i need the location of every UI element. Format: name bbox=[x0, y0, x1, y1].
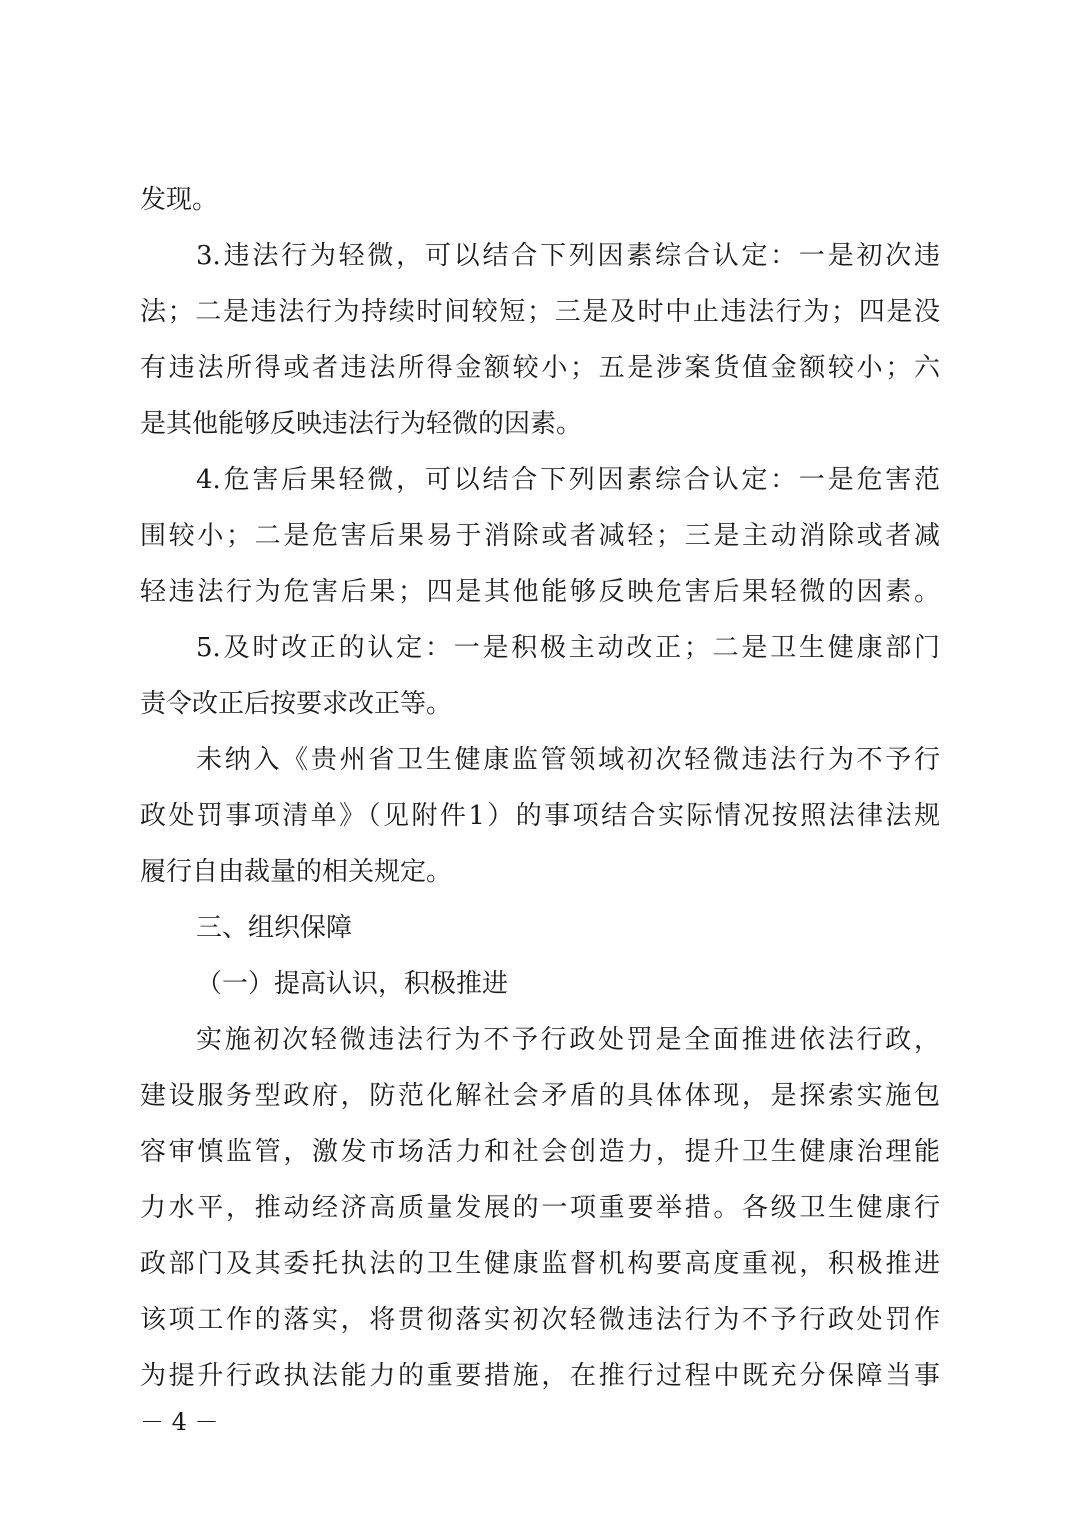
text-line: 建设服务型政府，防范化解社会矛盾的具体体现，是探索实施包 bbox=[140, 1081, 940, 1111]
text-line: 有违法所得或者违法所得金额较小；五是涉案货值金额较小；六 bbox=[140, 353, 940, 383]
text-line: 容审慎监管，激发市场活力和社会创造力，提升卫生健康治理能 bbox=[140, 1137, 940, 1167]
text-line: 力水平，推动经济高质量发展的一项重要举措。各级卫生健康行 bbox=[140, 1193, 940, 1223]
text-line: 围较小；二是危害后果易于消除或者减轻；三是主动消除或者减 bbox=[140, 521, 940, 551]
text-line: 该项工作的落实，将贯彻落实初次轻微违法行为不予行政处罚作 bbox=[140, 1305, 940, 1335]
text-line: 政部门及其委托执法的卫生健康监督机构要高度重视，积极推进 bbox=[140, 1249, 940, 1279]
text-line: 法；二是违法行为持续时间较短；三是及时中止违法行为；四是没 bbox=[140, 297, 940, 327]
text-line: 3.违法行为轻微，可以结合下列因素综合认定：一是初次违 bbox=[196, 241, 940, 271]
text-line: 轻违法行为危害后果；四是其他能够反映危害后果轻微的因素。 bbox=[140, 577, 940, 607]
text-line: 5.及时改正的认定：一是积极主动改正；二是卫生健康部门 bbox=[196, 633, 940, 663]
text-line: 是其他能够反映违法行为轻微的因素。 bbox=[140, 409, 583, 439]
text-line: 履行自由裁量的相关规定。 bbox=[140, 857, 453, 887]
text-line: 发现。 bbox=[140, 185, 219, 215]
text-line: 责令改正后按要求改正等。 bbox=[140, 689, 453, 719]
text-line: 4.危害后果轻微，可以结合下列因素综合认定：一是危害范 bbox=[196, 465, 940, 495]
text-line: 为提升行政执法能力的重要措施，在推行过程中既充分保障当事 bbox=[140, 1361, 940, 1391]
text-line: 未纳入《贵州省卫生健康监管领域初次轻微违法行为不予行 bbox=[196, 745, 940, 775]
text-line: 实施初次轻微违法行为不予行政处罚是全面推进依法行政， bbox=[196, 1025, 940, 1055]
page-number: － 4 － bbox=[140, 1408, 219, 1436]
section-heading: 三、组织保障 bbox=[196, 913, 353, 943]
subsection-heading: （一）提高认识，积极推进 bbox=[196, 969, 509, 999]
text-line: 政处罚事项清单》（见附件1）的事项结合实际情况按照法律法规 bbox=[140, 801, 940, 831]
